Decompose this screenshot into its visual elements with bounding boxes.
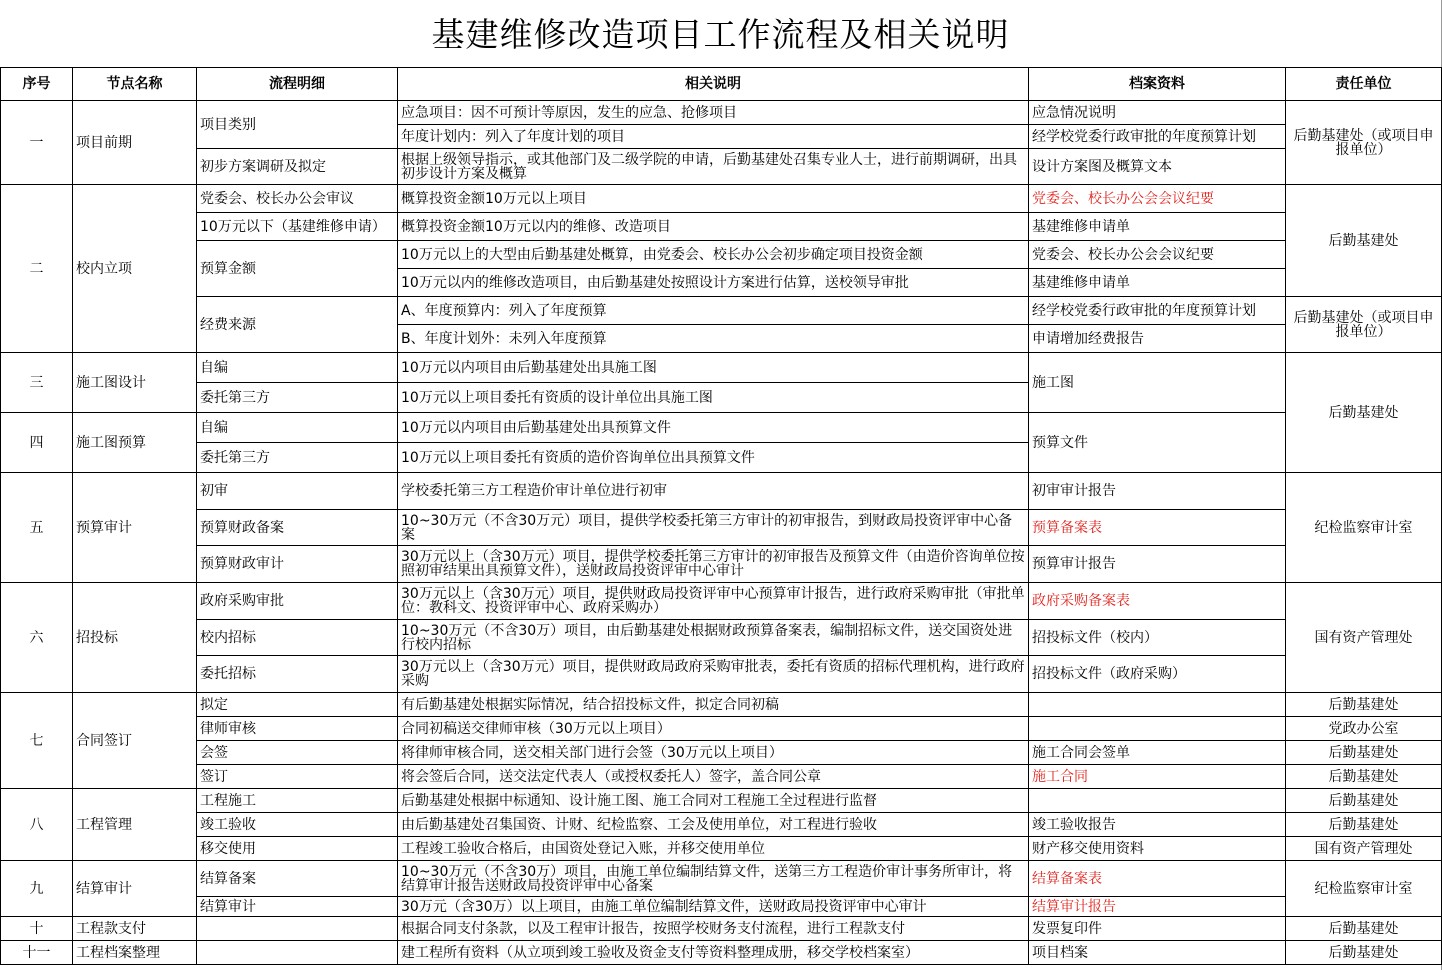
- archive-cell: [1029, 789, 1286, 813]
- responsible-unit-cell: 后勤基建处: [1286, 185, 1442, 297]
- header-cell: 流程明细: [197, 68, 398, 101]
- responsible-unit-cell: 国有资产管理处: [1286, 583, 1442, 693]
- archive-cell: 施工图: [1029, 353, 1286, 413]
- description-cell: 将律师审核合同，送交相关部门进行会签（30万元以上项目）: [398, 741, 1029, 765]
- table-row: [1, 583, 1442, 620]
- process-step-cell: 结算审计: [197, 897, 398, 917]
- table-row: [1, 353, 1442, 383]
- archive-cell: [1029, 717, 1286, 741]
- table-row: [1, 813, 1442, 837]
- responsible-unit-cell: 后勤基建处（或项目申报单位）: [1286, 101, 1442, 185]
- description-cell: 30万元以上（含30万元）项目，提供财政局投资评审中心预算审计报告，进行政府采购审批（审批单位：教科文、投资评审中心、政府采购办）: [398, 583, 1029, 620]
- serial-number-cell: 八: [1, 789, 73, 861]
- archive-cell: 申请增加经费报告: [1029, 325, 1286, 353]
- table-row: [1, 693, 1442, 717]
- node-name-cell: 工程管理: [73, 789, 197, 861]
- description-cell: B、年度计划外：未列入年度预算: [398, 325, 1029, 353]
- responsible-unit-cell: 后勤基建处: [1286, 813, 1442, 837]
- process-step-cell: 10万元以下（基建维修申请）: [197, 213, 398, 241]
- responsible-unit-cell: 后勤基建处: [1286, 741, 1442, 765]
- process-step-cell: 委托招标: [197, 656, 398, 693]
- description-cell: 30万元以上（含30万元）项目，提供财政局政府采购审批表，委托有资质的招标代理机构，进行政府采购: [398, 656, 1029, 693]
- process-step-cell: 律师审核: [197, 717, 398, 741]
- responsible-unit-cell: 后勤基建处: [1286, 765, 1442, 789]
- table-row: [1, 741, 1442, 765]
- process-step-cell: 委托第三方: [197, 383, 398, 413]
- table-row: [1, 241, 1442, 269]
- table-row: [1, 765, 1442, 789]
- process-step-cell: 预算财政备案: [197, 510, 398, 546]
- archive-cell: 党委会、校长办公会会议纪要: [1029, 241, 1286, 269]
- archive-cell: 结算备案表: [1029, 861, 1286, 897]
- process-step-cell: 经费来源: [197, 297, 398, 353]
- table-row: [1, 941, 1442, 965]
- table-row: [1, 897, 1442, 917]
- table-row: [1, 213, 1442, 241]
- description-cell: 10万元以内项目由后勤基建处出具预算文件: [398, 413, 1029, 443]
- table-body: [1, 101, 1442, 965]
- process-step-cell: 签订: [197, 765, 398, 789]
- archive-cell: 设计方案图及概算文本: [1029, 149, 1286, 185]
- process-step-cell: 政府采购审批: [197, 583, 398, 620]
- node-name-cell: 项目前期: [73, 101, 197, 185]
- archive-cell: 应急情况说明: [1029, 101, 1286, 125]
- header-cell: 序号: [1, 68, 73, 101]
- process-step-cell: 初审: [197, 473, 398, 510]
- description-cell: 概算投资金额10万元以内的维修、改造项目: [398, 213, 1029, 241]
- archive-cell: 财产移交使用资料: [1029, 837, 1286, 861]
- description-cell: 30万元（含30万）以上项目，由施工单位编制结算文件，送财政局投资评审中心审计: [398, 897, 1029, 917]
- archive-cell: 结算审计报告: [1029, 897, 1286, 917]
- header-cell: 档案资料: [1029, 68, 1286, 101]
- archive-cell: 发票复印件: [1029, 917, 1286, 941]
- table-row: [1, 101, 1442, 125]
- serial-number-cell: 九: [1, 861, 73, 917]
- description-cell: 10万元以内的维修改造项目，由后勤基建处按照设计方案进行估算，送校领导审批: [398, 269, 1029, 297]
- process-step-cell: 预算财政审计: [197, 546, 398, 583]
- process-step-cell: 项目类别: [197, 101, 398, 149]
- archive-cell: 预算备案表: [1029, 510, 1286, 546]
- header-cell: 相关说明: [398, 68, 1029, 101]
- process-step-cell: 党委会、校长办公会审议: [197, 185, 398, 213]
- description-cell: 工程竣工验收合格后，由国资处登记入账，并移交使用单位: [398, 837, 1029, 861]
- page-title: 基建维修改造项目工作流程及相关说明: [431, 15, 1010, 54]
- workflow-table: [0, 67, 1442, 965]
- process-step-cell: 委托第三方: [197, 443, 398, 473]
- process-step-cell: 拟定: [197, 693, 398, 717]
- table-row: [1, 837, 1442, 861]
- description-cell: 根据合同支付条款，以及工程审计报告，按照学校财务支付流程，进行工程款支付: [398, 917, 1029, 941]
- archive-cell: 预算文件: [1029, 413, 1286, 473]
- responsible-unit-cell: 后勤基建处: [1286, 941, 1442, 965]
- description-cell: 合同初稿送交律师审核（30万元以上项目）: [398, 717, 1029, 741]
- table-row: [1, 510, 1442, 546]
- node-name-cell: 结算审计: [73, 861, 197, 917]
- archive-cell: 党委会、校长办公会会议纪要: [1029, 185, 1286, 213]
- responsible-unit-cell: 纪检监察审计室: [1286, 473, 1442, 583]
- serial-number-cell: 四: [1, 413, 73, 473]
- process-step-cell: 会签: [197, 741, 398, 765]
- process-step-cell: 竣工验收: [197, 813, 398, 837]
- table-row: [1, 546, 1442, 583]
- node-name-cell: 施工图设计: [73, 353, 197, 413]
- archive-cell: 项目档案: [1029, 941, 1286, 965]
- header-row: [1, 68, 1442, 101]
- process-step-cell: 预算金额: [197, 241, 398, 297]
- process-step-cell: 自编: [197, 413, 398, 443]
- responsible-unit-cell: 后勤基建处（或项目申报单位）: [1286, 297, 1442, 353]
- description-cell: 根据上级领导指示，或其他部门及二级学院的申请，后勤基建处召集专业人士，进行前期调研，出具初步设计方案及概算: [398, 149, 1029, 185]
- archive-cell: 竣工验收报告: [1029, 813, 1286, 837]
- archive-cell: 预算审计报告: [1029, 546, 1286, 583]
- process-step-cell: 工程施工: [197, 789, 398, 813]
- serial-number-cell: 十一: [1, 941, 73, 965]
- responsible-unit-cell: 后勤基建处: [1286, 693, 1442, 717]
- archive-cell: 基建维修申请单: [1029, 269, 1286, 297]
- description-cell: 10~30万元（不含30万）项目，由施工单位编制结算文件，送第三方工程造价审计事务所审计，将结算审计报告送财政局投资评审中心备案: [398, 861, 1029, 897]
- description-cell: 10万元以上的大型由后勤基建处概算，由党委会、校长办公会初步确定项目投资金额: [398, 241, 1029, 269]
- table-row: [1, 620, 1442, 656]
- node-name-cell: 工程档案整理: [73, 941, 197, 965]
- description-cell: 10万元以上项目委托有资质的造价咨询单位出具预算文件: [398, 443, 1029, 473]
- description-cell: 学校委托第三方工程造价审计单位进行初审: [398, 473, 1029, 510]
- serial-number-cell: 二: [1, 185, 73, 353]
- process-step-cell: [197, 941, 398, 965]
- node-name-cell: 招投标: [73, 583, 197, 693]
- node-name-cell: 施工图预算: [73, 413, 197, 473]
- process-step-cell: 初步方案调研及拟定: [197, 149, 398, 185]
- node-name-cell: 预算审计: [73, 473, 197, 583]
- table-row: [1, 861, 1442, 897]
- description-cell: 概算投资金额10万元以上项目: [398, 185, 1029, 213]
- node-name-cell: 合同签订: [73, 693, 197, 789]
- description-cell: 由后勤基建处召集国资、计财、纪检监察、工会及使用单位，对工程进行验收: [398, 813, 1029, 837]
- description-cell: 10~30万元（不含30万）项目，由后勤基建处根据财政预算备案表，编制招标文件，送交国资处进行校内招标: [398, 620, 1029, 656]
- serial-number-cell: 三: [1, 353, 73, 413]
- description-cell: 有后勤基建处根据实际情况，结合招投标文件，拟定合同初稿: [398, 693, 1029, 717]
- header-cell: 责任单位: [1286, 68, 1442, 101]
- serial-number-cell: 十: [1, 917, 73, 941]
- description-cell: 30万元以上（含30万元）项目，提供学校委托第三方审计的初审报告及预算文件（由造价咨询单位按照初审结果出具预算文件），送财政局投资评审中心审计: [398, 546, 1029, 583]
- process-step-cell: [197, 917, 398, 941]
- serial-number-cell: 五: [1, 473, 73, 583]
- description-cell: 10~30万元（不含30万元）项目，提供学校委托第三方审计的初审报告，到财政局投资评审中心备案: [398, 510, 1029, 546]
- table-row: [1, 185, 1442, 213]
- archive-cell: 基建维修申请单: [1029, 213, 1286, 241]
- node-name-cell: 工程款支付: [73, 917, 197, 941]
- description-cell: A、年度预算内：列入了年度预算: [398, 297, 1029, 325]
- responsible-unit-cell: 纪检监察审计室: [1286, 861, 1442, 917]
- archive-cell: 政府采购备案表: [1029, 583, 1286, 620]
- description-cell: 将会签后合同，送交法定代表人（或授权委托人）签字，盖合同公章: [398, 765, 1029, 789]
- process-step-cell: 校内招标: [197, 620, 398, 656]
- description-cell: 10万元以内项目由后勤基建处出具施工图: [398, 353, 1029, 383]
- responsible-unit-cell: 国有资产管理处: [1286, 837, 1442, 861]
- table-row: [1, 656, 1442, 693]
- description-cell: 建工程所有资料（从立项到竣工验收及资金支付等资料整理成册，移交学校档案室）: [398, 941, 1029, 965]
- archive-cell: [1029, 693, 1286, 717]
- table-row: [1, 473, 1442, 510]
- archive-cell: 招投标文件（校内）: [1029, 620, 1286, 656]
- responsible-unit-cell: 后勤基建处: [1286, 353, 1442, 473]
- header-cell: 节点名称: [73, 68, 197, 101]
- process-step-cell: 结算备案: [197, 861, 398, 897]
- process-step-cell: 自编: [197, 353, 398, 383]
- archive-cell: 经学校党委行政审批的年度预算计划: [1029, 125, 1286, 149]
- serial-number-cell: 七: [1, 693, 73, 789]
- responsible-unit-cell: 党政办公室: [1286, 717, 1442, 741]
- process-step-cell: 移交使用: [197, 837, 398, 861]
- description-cell: 年度计划内：列入了年度计划的项目: [398, 125, 1029, 149]
- table-row: [1, 717, 1442, 741]
- table-row: [1, 789, 1442, 813]
- description-cell: 应急项目：因不可预计等原因，发生的应急、抢修项目: [398, 101, 1029, 125]
- serial-number-cell: 一: [1, 101, 73, 185]
- archive-cell: 经学校党委行政审批的年度预算计划: [1029, 297, 1286, 325]
- description-cell: 10万元以上项目委托有资质的设计单位出具施工图: [398, 383, 1029, 413]
- table-row: [1, 297, 1442, 325]
- responsible-unit-cell: 后勤基建处: [1286, 789, 1442, 813]
- node-name-cell: 校内立项: [73, 185, 197, 353]
- serial-number-cell: 六: [1, 583, 73, 693]
- archive-cell: 施工合同会签单: [1029, 741, 1286, 765]
- archive-cell: 初审审计报告: [1029, 473, 1286, 510]
- table-row: [1, 917, 1442, 941]
- table-row: [1, 413, 1442, 443]
- archive-cell: 招投标文件（政府采购）: [1029, 656, 1286, 693]
- archive-cell: 施工合同: [1029, 765, 1286, 789]
- table-row: [1, 149, 1442, 185]
- description-cell: 后勤基建处根据中标通知、设计施工图、施工合同对工程施工全过程进行监督: [398, 789, 1029, 813]
- responsible-unit-cell: 后勤基建处: [1286, 917, 1442, 941]
